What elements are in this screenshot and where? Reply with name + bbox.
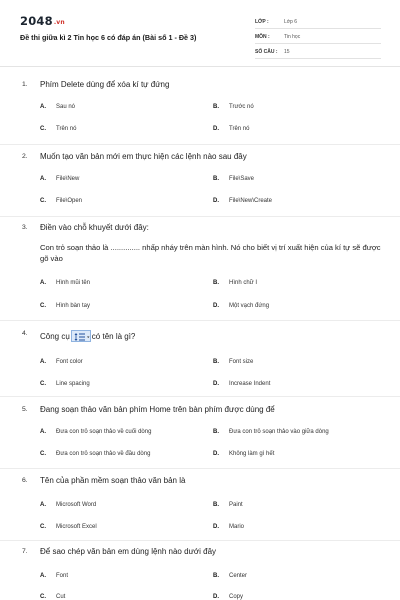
option-text: File\Open (56, 198, 83, 204)
option-letter: C. (40, 524, 46, 530)
option-letter: A. (40, 280, 46, 286)
site-logo[interactable] (20, 14, 65, 28)
option-letter: C. (40, 451, 46, 457)
option-b[interactable] (213, 279, 257, 287)
exam-header (0, 0, 400, 66)
option-text: Font size (229, 359, 254, 365)
option-text: File\Save (229, 176, 255, 182)
meta-label: MÔN : (255, 34, 270, 40)
question-number: 7. (22, 548, 28, 555)
question-divider (0, 396, 400, 397)
question-number: 4. (22, 330, 28, 337)
option-letter: D. (213, 303, 219, 309)
option-letter: A. (40, 502, 46, 508)
question-divider (0, 468, 400, 469)
option-b[interactable] (213, 501, 243, 509)
option-b[interactable] (213, 428, 329, 436)
option-text: Hình mũi tên (56, 280, 91, 286)
option-text: Font color (56, 359, 83, 365)
option-letter: A. (40, 104, 46, 110)
option-letter: B. (213, 176, 219, 182)
option-d[interactable] (213, 380, 270, 388)
option-a[interactable] (40, 428, 151, 436)
meta-value: Lớp 6 (284, 19, 298, 25)
option-letter: D. (213, 381, 219, 387)
question-text: Tên của phần mềm soạn thảo văn bản là (40, 476, 186, 485)
question-divider (0, 540, 400, 541)
option-text: Font (56, 573, 69, 579)
option-letter: B. (213, 429, 219, 435)
option-b[interactable] (213, 572, 247, 580)
option-text: Đưa con trỏ soạn thảo về cuối dòng (56, 429, 152, 435)
option-letter: A. (40, 573, 46, 579)
option-a[interactable] (40, 279, 90, 287)
exam-title: Đề thi giữa kì 2 Tin học 6 có đáp án (Bài số 1 - Đề 3) (20, 33, 197, 42)
option-letter: B. (213, 573, 219, 579)
meta-label: SỐ CÂU : (255, 49, 278, 55)
question-number: 5. (22, 406, 28, 413)
option-text: Microsoft Word (56, 502, 97, 508)
question-text: Muốn tạo văn bản mới em thực hiện các lệnh nào sau đây (40, 152, 247, 161)
option-text: Mario (229, 524, 245, 530)
option-text: Đưa con trỏ soạn thảo về đầu dòng (56, 451, 151, 457)
meta-value: 15 (284, 49, 290, 55)
option-c[interactable] (40, 197, 82, 205)
option-letter: C. (40, 381, 46, 387)
meta-row-class (255, 14, 381, 29)
meta-value: Tin học (284, 34, 301, 40)
question-number: 6. (22, 477, 28, 484)
option-letter: D. (213, 126, 219, 132)
question-text-after: có tên là gì? (91, 332, 136, 341)
option-b[interactable] (213, 103, 254, 111)
option-d[interactable] (213, 302, 269, 310)
option-d[interactable] (213, 197, 272, 205)
option-d[interactable] (213, 125, 249, 133)
option-text: Trên nó (229, 126, 250, 132)
meta-label: LỚP : (255, 19, 269, 25)
question-subtext: Con trỏ soạn thảo là .............. nhấp nháy trên màn hình. Nó cho biết vị trí xuất hiện của kí tự sẽ được gõ vào (40, 243, 381, 263)
option-letter: D. (213, 198, 219, 204)
option-d[interactable] (213, 523, 244, 531)
option-text: File\New\Create (229, 198, 273, 204)
option-letter: D. (213, 524, 219, 530)
option-text: File\New (56, 176, 80, 182)
option-text: Đưa con trỏ soạn thảo vào giữa dòng (229, 429, 329, 435)
option-a[interactable] (40, 175, 79, 183)
option-letter: D. (213, 594, 219, 600)
option-text: Cut (56, 594, 66, 600)
option-c[interactable] (40, 380, 90, 388)
option-text: Không làm gì hết (229, 451, 275, 457)
question-divider (0, 216, 400, 217)
question-divider (0, 320, 400, 321)
option-letter: A. (40, 176, 46, 182)
meta-row-count (255, 44, 381, 59)
question-text: Phím Delete dùng để xóa kí tự đứng (40, 80, 170, 89)
option-text: Trên nó (56, 126, 77, 132)
option-text: Hình bàn tay (56, 303, 91, 309)
option-letter: C. (40, 126, 46, 132)
option-letter: D. (213, 451, 219, 457)
option-text: Increase Indent (229, 381, 271, 387)
option-c[interactable] (40, 523, 97, 531)
option-c[interactable] (40, 302, 90, 310)
option-letter: B. (213, 104, 219, 110)
option-b[interactable] (213, 175, 254, 183)
option-text: Trước nó (229, 104, 254, 110)
option-c[interactable] (40, 125, 76, 133)
meta-row-subject (255, 29, 381, 44)
question-text-before: Công cụ (40, 332, 70, 341)
option-d[interactable] (213, 450, 274, 458)
option-text: Sau nó (56, 104, 76, 110)
option-d[interactable] (213, 593, 243, 600)
question-text: Đang soạn thảo văn bản phím Home trên bàn phím được dùng để (40, 405, 275, 414)
header-divider (0, 66, 400, 67)
option-text: Một vạch đứng (229, 303, 270, 309)
option-c[interactable] (40, 593, 65, 600)
option-c[interactable] (40, 450, 150, 458)
question-text (40, 330, 385, 343)
option-a[interactable] (40, 358, 83, 366)
option-text: Copy (229, 594, 244, 600)
question-number: 1. (22, 81, 28, 88)
line-spacing-icon (71, 330, 91, 342)
option-text: Hình chữ I (229, 280, 258, 286)
question-divider (0, 144, 400, 145)
logo-suffix: .vn (53, 19, 65, 26)
option-a[interactable] (40, 572, 68, 580)
option-letter: C. (40, 594, 46, 600)
option-letter: C. (40, 303, 46, 309)
option-letter: A. (40, 429, 46, 435)
question-number: 2. (22, 153, 28, 160)
question-text: Để sao chép văn bản em dùng lệnh nào dưới đây (40, 547, 217, 556)
option-letter: B. (213, 359, 219, 365)
logo-main: 2048 (20, 14, 53, 28)
option-text: Center (229, 573, 248, 579)
exam-meta (255, 14, 381, 59)
question-text: Điền vào chỗ khuyết dưới đây: (40, 223, 149, 232)
option-letter: B. (213, 280, 219, 286)
option-a[interactable] (40, 501, 96, 509)
option-b[interactable] (213, 358, 253, 366)
option-letter: C. (40, 198, 46, 204)
option-text: Paint (229, 502, 243, 508)
option-letter: B. (213, 502, 219, 508)
option-text: Microsoft Excel (56, 524, 97, 530)
question-number: 3. (22, 224, 28, 231)
option-letter: A. (40, 359, 46, 365)
option-a[interactable] (40, 103, 75, 111)
option-text: Line spacing (56, 381, 90, 387)
